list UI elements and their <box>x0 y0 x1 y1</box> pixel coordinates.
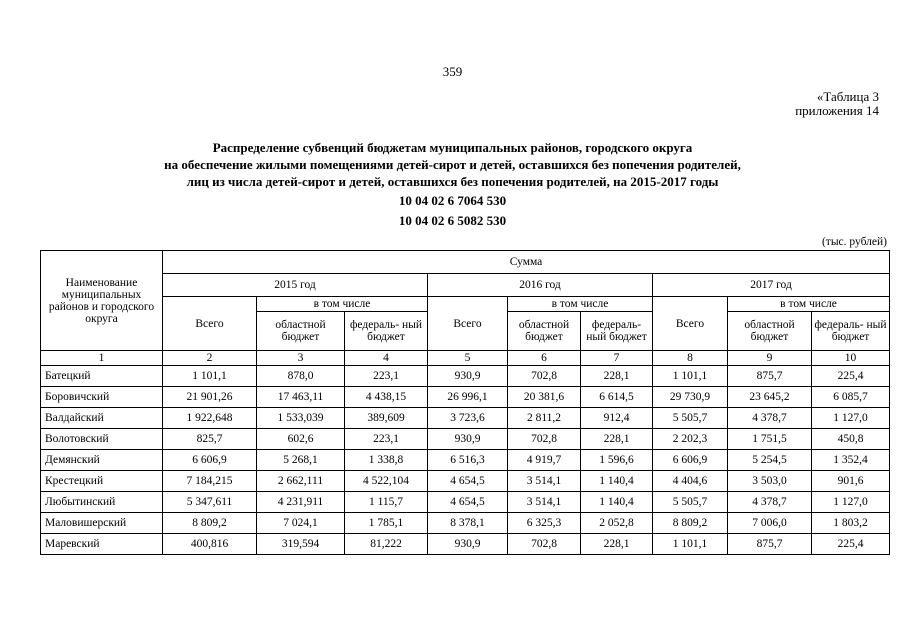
cell-district-name: Крестецкий <box>41 471 163 492</box>
budget-code-2: 10 04 02 6 5082 530 <box>398 213 507 228</box>
cell-federal-2017: 1 352,4 <box>812 450 890 471</box>
cell-federal-2016: 228,1 <box>581 429 653 450</box>
cell-regional-2015: 7 024,1 <box>257 513 345 534</box>
cell-federal-2017: 1 127,0 <box>812 492 890 513</box>
units-label: (тыс. рублей) <box>821 236 887 248</box>
cell-federal-2015: 1 115,7 <box>345 492 428 513</box>
header-year-2016: 2016 год <box>428 274 653 297</box>
header-federal-2017: федераль- ный бюджет <box>812 312 890 351</box>
cell-total-2017: 6 606,9 <box>653 450 728 471</box>
cell-federal-2015: 1 785,1 <box>345 513 428 534</box>
cell-regional-2016: 702,8 <box>508 534 581 555</box>
cell-total-2015: 1 922,648 <box>163 408 257 429</box>
cell-total-2016: 6 516,3 <box>428 450 508 471</box>
column-number: 3 <box>257 351 345 366</box>
column-number: 2 <box>163 351 257 366</box>
cell-federal-2016: 1 596,6 <box>581 450 653 471</box>
cell-federal-2016: 6 614,5 <box>581 387 653 408</box>
cell-regional-2015: 319,594 <box>257 534 345 555</box>
cell-regional-2016: 6 325,3 <box>508 513 581 534</box>
cell-total-2017: 1 101,1 <box>653 366 728 387</box>
table-body <box>41 366 890 555</box>
header-year-2015: 2015 год <box>163 274 428 297</box>
header-name: Наименование муниципальных районов и городского округа <box>41 251 163 351</box>
header-total-2017: Всего <box>653 297 728 351</box>
cell-district-name: Батецкий <box>41 366 163 387</box>
caption-line-1: «Таблица 3 <box>816 89 879 104</box>
cell-federal-2015: 389,609 <box>345 408 428 429</box>
title-line-3: лиц из числа детей-сирот и детей, оставшихся без попечения родителей, на 2015-2017 годы <box>186 174 719 189</box>
column-number: 6 <box>508 351 581 366</box>
table-row <box>41 429 890 450</box>
header-year-2017: 2017 год <box>653 274 890 297</box>
table-row <box>41 387 890 408</box>
cell-federal-2016: 1 140,4 <box>581 492 653 513</box>
page-number: 359 <box>442 64 463 79</box>
cell-federal-2017: 450,8 <box>812 429 890 450</box>
cell-regional-2017: 875,7 <box>728 534 812 555</box>
cell-regional-2015: 2 662,111 <box>257 471 345 492</box>
cell-total-2015: 1 101,1 <box>163 366 257 387</box>
cell-total-2017: 8 809,2 <box>653 513 728 534</box>
cell-regional-2017: 23 645,2 <box>728 387 812 408</box>
cell-federal-2016: 912,4 <box>581 408 653 429</box>
cell-regional-2016: 3 514,1 <box>508 471 581 492</box>
cell-district-name: Маловишерский <box>41 513 163 534</box>
cell-regional-2017: 7 006,0 <box>728 513 812 534</box>
column-number: 9 <box>728 351 812 366</box>
header-regional-2015: областной бюджет <box>257 312 345 351</box>
cell-regional-2016: 702,8 <box>508 429 581 450</box>
cell-total-2017: 4 404,6 <box>653 471 728 492</box>
cell-total-2017: 5 505,7 <box>653 408 728 429</box>
column-number: 4 <box>345 351 428 366</box>
subvention-table <box>40 250 890 555</box>
cell-district-name: Любытинский <box>41 492 163 513</box>
cell-federal-2017: 225,4 <box>812 534 890 555</box>
cell-regional-2015: 4 231,911 <box>257 492 345 513</box>
table-row <box>41 492 890 513</box>
column-number: 1 <box>41 351 163 366</box>
cell-regional-2015: 602,6 <box>257 429 345 450</box>
header-sum: Сумма <box>163 251 890 274</box>
cell-federal-2015: 4 438,15 <box>345 387 428 408</box>
header-incl-2015: в том числе <box>257 297 428 312</box>
header-incl-2017: в том числе <box>728 297 890 312</box>
cell-regional-2015: 878,0 <box>257 366 345 387</box>
cell-total-2015: 400,816 <box>163 534 257 555</box>
cell-total-2016: 3 723,6 <box>428 408 508 429</box>
table-caption <box>795 90 879 118</box>
header-incl-2016: в том числе <box>508 297 653 312</box>
cell-total-2015: 6 606,9 <box>163 450 257 471</box>
column-number: 10 <box>812 351 890 366</box>
cell-total-2015: 8 809,2 <box>163 513 257 534</box>
table-row <box>41 366 890 387</box>
cell-federal-2017: 1 127,0 <box>812 408 890 429</box>
cell-regional-2016: 3 514,1 <box>508 492 581 513</box>
table-row <box>41 450 890 471</box>
cell-federal-2017: 225,4 <box>812 366 890 387</box>
cell-regional-2016: 702,8 <box>508 366 581 387</box>
header-regional-2017: областной бюджет <box>728 312 812 351</box>
table-row <box>41 471 890 492</box>
document-title <box>0 139 905 190</box>
cell-total-2016: 930,9 <box>428 366 508 387</box>
header-federal-2016: федераль- ный бюджет <box>581 312 653 351</box>
cell-total-2017: 29 730,9 <box>653 387 728 408</box>
cell-regional-2017: 1 751,5 <box>728 429 812 450</box>
cell-total-2017: 2 202,3 <box>653 429 728 450</box>
column-number: 8 <box>653 351 728 366</box>
column-number: 5 <box>428 351 508 366</box>
cell-district-name: Волотовский <box>41 429 163 450</box>
cell-federal-2015: 4 522,104 <box>345 471 428 492</box>
cell-district-name: Боровичский <box>41 387 163 408</box>
cell-total-2017: 1 101,1 <box>653 534 728 555</box>
cell-total-2016: 26 996,1 <box>428 387 508 408</box>
cell-total-2017: 5 505,7 <box>653 492 728 513</box>
header-federal-2015: федераль- ный бюджет <box>345 312 428 351</box>
cell-federal-2015: 1 338,8 <box>345 450 428 471</box>
cell-regional-2017: 875,7 <box>728 366 812 387</box>
column-number: 7 <box>581 351 653 366</box>
caption-line-2: приложения 14 <box>795 103 879 118</box>
header-regional-2016: областной бюджет <box>508 312 581 351</box>
header-total-2016: Всего <box>428 297 508 351</box>
cell-federal-2016: 1 140,4 <box>581 471 653 492</box>
cell-total-2016: 930,9 <box>428 429 508 450</box>
cell-regional-2016: 20 381,6 <box>508 387 581 408</box>
cell-total-2016: 4 654,5 <box>428 492 508 513</box>
header-total-2015: Всего <box>163 297 257 351</box>
cell-regional-2015: 5 268,1 <box>257 450 345 471</box>
table-row <box>41 513 890 534</box>
cell-federal-2017: 6 085,7 <box>812 387 890 408</box>
table-row <box>41 408 890 429</box>
cell-total-2015: 5 347,611 <box>163 492 257 513</box>
cell-federal-2016: 228,1 <box>581 366 653 387</box>
cell-total-2015: 7 184,215 <box>163 471 257 492</box>
cell-regional-2017: 3 503,0 <box>728 471 812 492</box>
cell-federal-2017: 1 803,2 <box>812 513 890 534</box>
title-line-1: Распределение субвенций бюджетам муниципальных районов, городского округа <box>212 140 693 155</box>
cell-total-2016: 930,9 <box>428 534 508 555</box>
cell-total-2016: 8 378,1 <box>428 513 508 534</box>
table-row <box>41 534 890 555</box>
cell-federal-2015: 223,1 <box>345 366 428 387</box>
cell-regional-2016: 2 811,2 <box>508 408 581 429</box>
cell-federal-2015: 81,222 <box>345 534 428 555</box>
cell-district-name: Демянский <box>41 450 163 471</box>
cell-regional-2017: 4 378,7 <box>728 408 812 429</box>
cell-district-name: Валдайский <box>41 408 163 429</box>
cell-total-2015: 825,7 <box>163 429 257 450</box>
cell-regional-2017: 5 254,5 <box>728 450 812 471</box>
cell-federal-2016: 2 052,8 <box>581 513 653 534</box>
cell-regional-2016: 4 919,7 <box>508 450 581 471</box>
title-line-2: на обеспечение жилыми помещениями детей-сирот и детей, оставшихся без попечения родителей, <box>164 157 741 172</box>
budget-code-1: 10 04 02 6 7064 530 <box>398 193 507 208</box>
cell-district-name: Маревский <box>41 534 163 555</box>
cell-regional-2017: 4 378,7 <box>728 492 812 513</box>
cell-federal-2016: 228,1 <box>581 534 653 555</box>
cell-total-2016: 4 654,5 <box>428 471 508 492</box>
cell-regional-2015: 17 463,11 <box>257 387 345 408</box>
cell-total-2015: 21 901,26 <box>163 387 257 408</box>
cell-federal-2017: 901,6 <box>812 471 890 492</box>
cell-regional-2015: 1 533,039 <box>257 408 345 429</box>
cell-federal-2015: 223,1 <box>345 429 428 450</box>
